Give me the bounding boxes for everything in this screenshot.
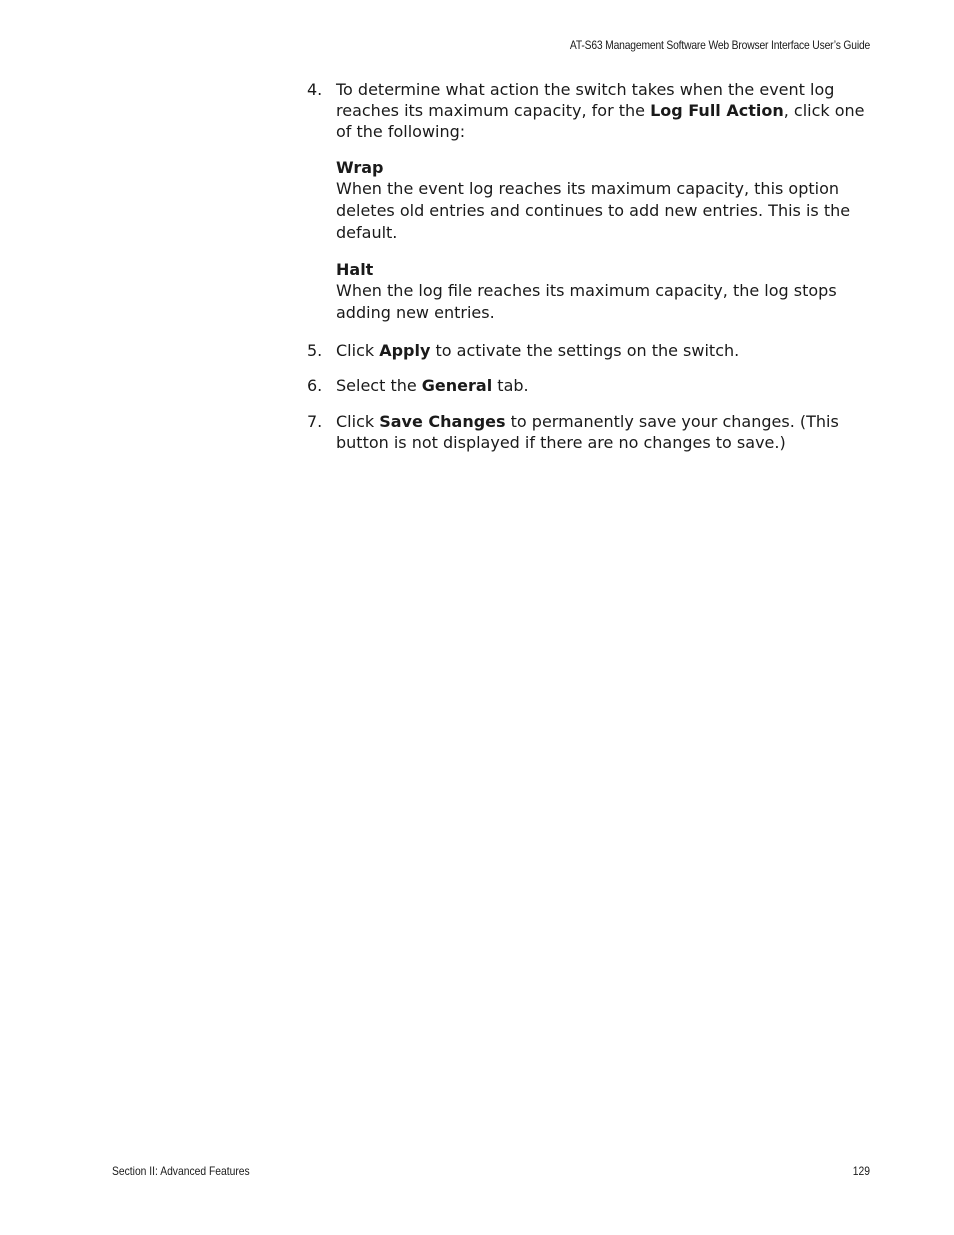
step-text-part: Click (336, 341, 380, 360)
ui-term-save-changes: Save Changes (379, 412, 506, 431)
ui-term-log-full-action: Log Full Action (650, 101, 784, 120)
step-text-part: Select the (336, 376, 422, 395)
step-number: 5. (307, 341, 323, 360)
running-footer (112, 1164, 870, 1180)
option-description: When the event log reaches its maximum capacity, this option deletes old entries and continues to add new entries. This is the default. (336, 179, 851, 242)
step-6 (307, 375, 875, 396)
step-text-part: to activate the settings on the switch. (430, 341, 740, 360)
option-halt (307, 259, 875, 324)
procedure-content (307, 79, 875, 453)
option-wrap (307, 157, 875, 244)
step-number: 4. (307, 80, 323, 99)
option-description: When the log file reaches its maximum capacity, the log stops adding new entries. (336, 281, 837, 322)
option-title: Halt (336, 260, 374, 279)
step-text-part: , click one of the following: (336, 101, 865, 141)
step-4 (307, 79, 875, 142)
step-text-part: to permanently save your changes. (This button is not displayed if there are no changes to save.) (336, 412, 839, 452)
step-text (336, 412, 839, 452)
step-text (336, 80, 865, 141)
step-text (336, 341, 739, 360)
footer-section: Section II: Advanced Features (112, 1164, 250, 1178)
step-text-part: tab. (492, 376, 529, 395)
ui-term-apply: Apply (379, 341, 431, 360)
step-number: 7. (307, 412, 323, 431)
step-text (336, 376, 529, 395)
running-header: AT-S63 Management Software Web Browser Interface User’s Guide (569, 38, 870, 52)
step-5 (307, 340, 875, 361)
step-number: 6. (307, 376, 323, 395)
page-number: 129 (852, 1164, 870, 1178)
option-title: Wrap (336, 158, 384, 177)
step-text-part: Click (336, 412, 380, 431)
ui-term-general: General (421, 376, 493, 395)
step-7 (307, 411, 875, 453)
step-text-part: To determine what action the switch takes when the event log reaches its maximum capacity, for the (336, 80, 835, 120)
